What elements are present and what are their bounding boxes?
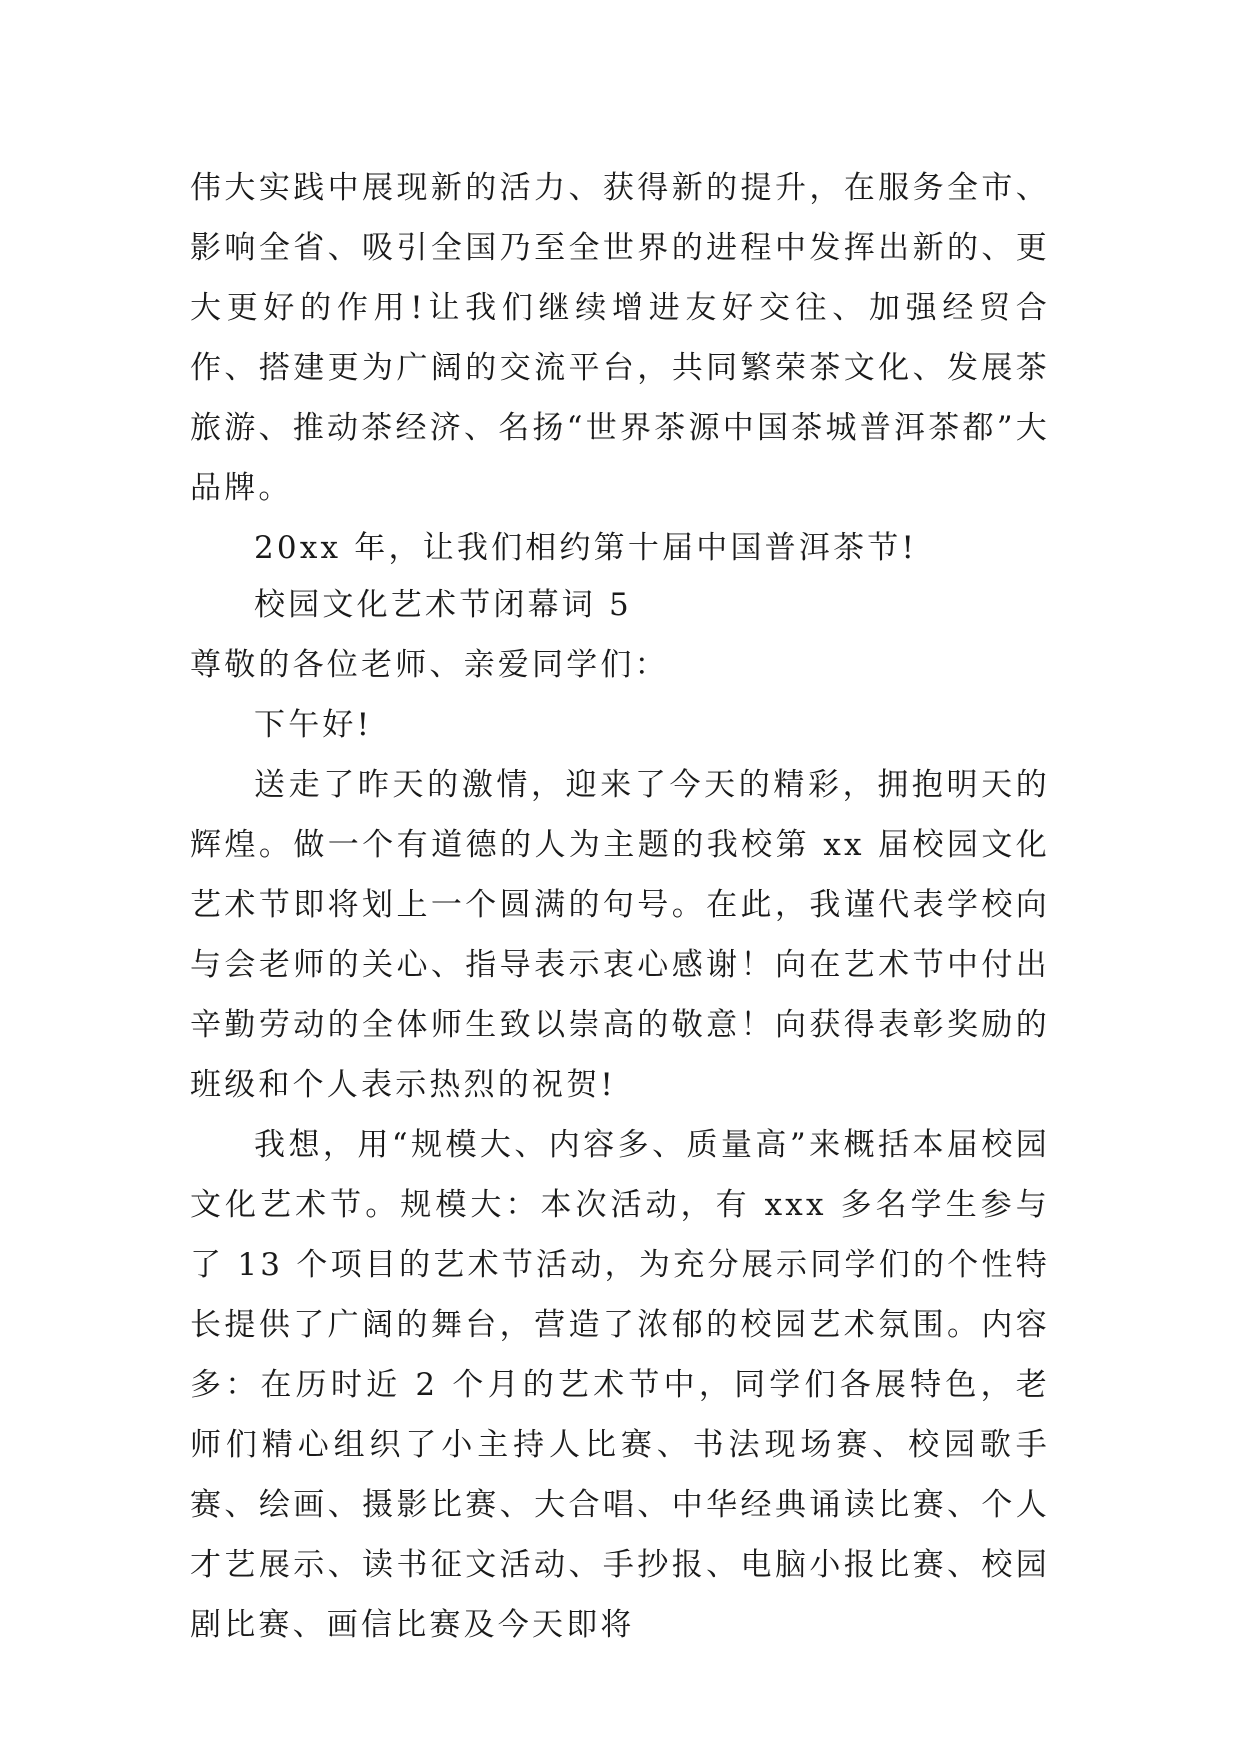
speech-continuation-section — [190, 158, 1050, 578]
continuation-paragraph: 伟大实践中展现新的活力、获得新的提升，在服务全市、影响全省、吸引全国乃至全世界的进程中发挥出新的、更大更好的作用!让我们继续增进友好交往、加强经贸合作、搭建更为广阔的交流平台，共同繁荣茶文化、发展茶旅游、推动茶经济、名扬“世界茶源中国茶城普洱茶都”大品牌。 — [190, 170, 1050, 506]
body-paragraph-1: 送走了昨天的激情，迎来了今天的精彩，拥抱明天的辉煌。做一个有道德的人为主题的我校第 xx 届校园文化艺术节即将划上一个圆满的句号。在此，我谨代表学校向与会老师的关心、指导表示衷心感谢！向在艺术节中付出辛勤劳动的全体师生致以崇高的敬意！向获得表彰奖励的班级和个人表示热烈的祝贺! — [190, 767, 1050, 1103]
closing-speech-section — [190, 575, 1050, 1655]
closing-line: 20xx 年，让我们相约第十届中国普洱茶节! — [254, 530, 918, 566]
salutation: 尊敬的各位老师、亲爱同学们： — [190, 647, 669, 683]
greeting: 下午好! — [254, 707, 373, 743]
body-paragraph-2: 我想，用“规模大、内容多、质量高”来概括本届校园文化艺术节。规模大：本次活动，有 xxx 多名学生参与了 13 个项目的艺术节活动，为充分展示同学们的个性特长提供了广阔的舞台，营造了浓郁的校园艺术氛围。内容多：在历时近 2 个月的艺术节中，同学们各展特色，老师们精心组织了小主持人比赛、书法现场赛、校园歌手赛、绘画、摄影比赛、大合唱、中华经典诵读比赛、个人才艺展示、读书征文活动、手抄报、电脑小报比赛、校园剧比赛、画信比赛及今天即将 — [190, 1127, 1050, 1643]
speech-title: 校园文化艺术节闭幕词 5 — [254, 587, 632, 623]
